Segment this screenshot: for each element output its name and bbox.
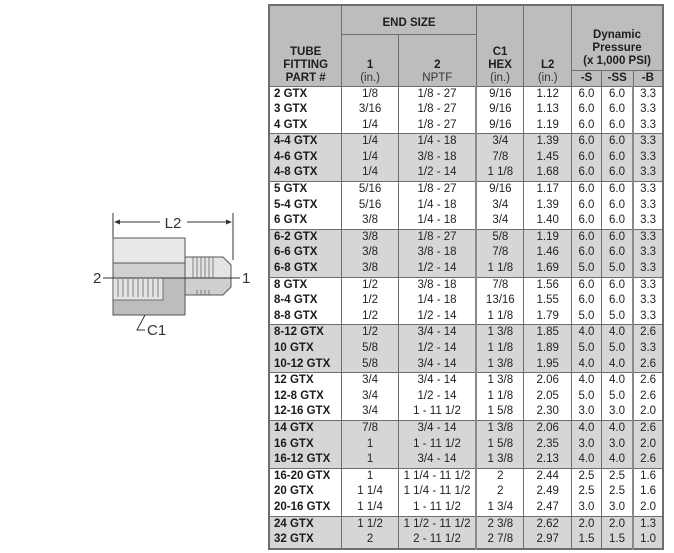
cell-c1: 1 3/8 bbox=[476, 357, 524, 373]
table-row bbox=[269, 420, 663, 436]
cell-c1: 2 bbox=[476, 484, 524, 500]
cell-s: 6.0 bbox=[572, 102, 602, 118]
cell-end2: 1/8 - 27 bbox=[398, 86, 476, 102]
cell-s: 3.0 bbox=[572, 437, 602, 453]
cell-c1: 1 1/8 bbox=[476, 165, 524, 181]
table-row bbox=[269, 309, 663, 325]
cell-end1: 3/8 bbox=[342, 245, 399, 261]
cell-l2: 2.35 bbox=[524, 437, 572, 453]
cell-part: 16 GTX bbox=[269, 437, 342, 453]
cell-part: 6-6 GTX bbox=[269, 245, 342, 261]
cell-b: 2.0 bbox=[633, 437, 663, 453]
cell-part: 12 GTX bbox=[269, 373, 342, 389]
cell-part: 5 GTX bbox=[269, 182, 342, 198]
cell-end2: 1/2 - 14 bbox=[398, 165, 476, 181]
cell-b: 3.3 bbox=[633, 341, 663, 357]
cell-c1: 9/16 bbox=[476, 86, 524, 102]
cell-ss: 6.0 bbox=[601, 293, 633, 309]
cell-part: 20-16 GTX bbox=[269, 500, 342, 516]
cell-c1: 1 5/8 bbox=[476, 437, 524, 453]
cell-c1: 5/8 bbox=[476, 229, 524, 245]
table-row bbox=[269, 532, 663, 549]
cell-l2: 1.55 bbox=[524, 293, 572, 309]
cell-b: 1.6 bbox=[633, 468, 663, 484]
header-c1-hex bbox=[476, 5, 524, 86]
cell-end1: 3/4 bbox=[342, 373, 399, 389]
table-row bbox=[269, 341, 663, 357]
cell-l2: 1.56 bbox=[524, 277, 572, 293]
table-row bbox=[269, 277, 663, 293]
cell-part: 6-8 GTX bbox=[269, 261, 342, 277]
cell-end2: 3/8 - 18 bbox=[398, 277, 476, 293]
cell-ss: 4.0 bbox=[601, 452, 633, 468]
cell-end2: 1/4 - 18 bbox=[398, 134, 476, 150]
table-row bbox=[269, 452, 663, 468]
header-b: -B bbox=[633, 70, 663, 86]
cell-l2: 2.47 bbox=[524, 500, 572, 516]
cell-end1: 3/16 bbox=[342, 102, 399, 118]
cell-c1: 9/16 bbox=[476, 182, 524, 198]
cell-part: 12-16 GTX bbox=[269, 404, 342, 420]
cell-part: 4-6 GTX bbox=[269, 150, 342, 166]
cell-l2: 1.39 bbox=[524, 198, 572, 214]
cell-s: 6.0 bbox=[572, 213, 602, 229]
header-part-line1: TUBE bbox=[290, 45, 322, 58]
cell-s: 6.0 bbox=[572, 229, 602, 245]
cell-end1: 5/16 bbox=[342, 198, 399, 214]
cell-c1: 3/4 bbox=[476, 213, 524, 229]
cell-s: 2.5 bbox=[572, 468, 602, 484]
cell-ss: 4.0 bbox=[601, 373, 633, 389]
cell-end2: 3/4 - 14 bbox=[398, 325, 476, 341]
cell-s: 6.0 bbox=[572, 182, 602, 198]
cell-s: 5.0 bbox=[572, 309, 602, 325]
table-row bbox=[269, 245, 663, 261]
cell-l2: 2.06 bbox=[524, 373, 572, 389]
cell-s: 6.0 bbox=[572, 165, 602, 181]
cell-ss: 4.0 bbox=[601, 357, 633, 373]
cell-l2: 1.39 bbox=[524, 134, 572, 150]
cell-l2: 1.89 bbox=[524, 341, 572, 357]
header-l2 bbox=[524, 5, 572, 86]
cell-part: 20 GTX bbox=[269, 484, 342, 500]
header-end1-label: 1 bbox=[366, 58, 374, 71]
table-row bbox=[269, 357, 663, 373]
cell-c1: 1 5/8 bbox=[476, 404, 524, 420]
cell-ss: 2.5 bbox=[601, 468, 633, 484]
cell-l2: 1.46 bbox=[524, 245, 572, 261]
cell-s: 5.0 bbox=[572, 389, 602, 405]
cell-l2: 1.69 bbox=[524, 261, 572, 277]
header-ss: -SS bbox=[601, 70, 633, 86]
cell-b: 3.3 bbox=[633, 134, 663, 150]
header-part-line3: PART # bbox=[285, 71, 326, 84]
header-end-1 bbox=[342, 34, 399, 86]
cell-b: 3.3 bbox=[633, 165, 663, 181]
table-row bbox=[269, 182, 663, 198]
header-l2-label: L2 bbox=[541, 58, 555, 71]
header-pressure-line1: Dynamic bbox=[593, 28, 641, 41]
cell-l2: 1.68 bbox=[524, 165, 572, 181]
cell-c1: 2 7/8 bbox=[476, 532, 524, 549]
cell-part: 16-12 GTX bbox=[269, 452, 342, 468]
cell-s: 6.0 bbox=[572, 86, 602, 102]
cell-end2: 1/2 - 14 bbox=[398, 341, 476, 357]
cell-c1: 2 3/8 bbox=[476, 516, 524, 532]
table-row bbox=[269, 437, 663, 453]
table-row bbox=[269, 165, 663, 181]
cell-l2: 1.13 bbox=[524, 102, 572, 118]
cell-s: 3.0 bbox=[572, 404, 602, 420]
cell-b: 1.0 bbox=[633, 532, 663, 549]
table-row bbox=[269, 325, 663, 341]
cell-b: 2.0 bbox=[633, 404, 663, 420]
cell-part: 32 GTX bbox=[269, 532, 342, 549]
cell-end2: 1 1/4 - 11 1/2 bbox=[398, 484, 476, 500]
cell-b: 2.0 bbox=[633, 500, 663, 516]
cell-end1: 1/2 bbox=[342, 325, 399, 341]
cell-b: 2.6 bbox=[633, 325, 663, 341]
cell-b: 2.6 bbox=[633, 373, 663, 389]
cell-c1: 7/8 bbox=[476, 277, 524, 293]
cell-l2: 1.19 bbox=[524, 118, 572, 134]
cell-part: 24 GTX bbox=[269, 516, 342, 532]
cell-c1: 1 1/8 bbox=[476, 309, 524, 325]
port-1-label: 1 bbox=[242, 270, 251, 287]
cell-b: 2.6 bbox=[633, 357, 663, 373]
cell-s: 4.0 bbox=[572, 357, 602, 373]
table-row bbox=[269, 389, 663, 405]
cell-end2: 1/8 - 27 bbox=[398, 229, 476, 245]
cell-part: 4-4 GTX bbox=[269, 134, 342, 150]
cell-ss: 6.0 bbox=[601, 229, 633, 245]
cell-ss: 6.0 bbox=[601, 198, 633, 214]
cell-end1: 1 1/2 bbox=[342, 516, 399, 532]
cell-ss: 6.0 bbox=[601, 86, 633, 102]
header-c1-unit: (in.) bbox=[490, 71, 510, 84]
cell-end2: 1 - 11 1/2 bbox=[398, 437, 476, 453]
cell-end1: 1/4 bbox=[342, 165, 399, 181]
table-row bbox=[269, 404, 663, 420]
cell-ss: 4.0 bbox=[601, 420, 633, 436]
cell-end1: 3/4 bbox=[342, 404, 399, 420]
cell-end1: 1/8 bbox=[342, 86, 399, 102]
cell-s: 4.0 bbox=[572, 452, 602, 468]
cell-ss: 6.0 bbox=[601, 118, 633, 134]
cell-end1: 3/8 bbox=[342, 229, 399, 245]
cell-end1: 1/4 bbox=[342, 118, 399, 134]
cell-part: 8 GTX bbox=[269, 277, 342, 293]
cell-b: 3.3 bbox=[633, 309, 663, 325]
cell-s: 4.0 bbox=[572, 420, 602, 436]
header-end2-label: 2 bbox=[434, 58, 441, 71]
cell-l2: 2.44 bbox=[524, 468, 572, 484]
cell-ss: 6.0 bbox=[601, 182, 633, 198]
cell-end1: 5/8 bbox=[342, 357, 399, 373]
header-dynamic-pressure bbox=[572, 5, 663, 70]
cell-b: 3.3 bbox=[633, 182, 663, 198]
cell-c1: 3/4 bbox=[476, 134, 524, 150]
cell-s: 2.5 bbox=[572, 484, 602, 500]
cell-ss: 6.0 bbox=[601, 245, 633, 261]
table-row bbox=[269, 468, 663, 484]
table-row bbox=[269, 102, 663, 118]
table-row bbox=[269, 134, 663, 150]
cell-b: 1.6 bbox=[633, 484, 663, 500]
cell-part: 3 GTX bbox=[269, 102, 342, 118]
cell-s: 4.0 bbox=[572, 373, 602, 389]
header-l2-unit: (in.) bbox=[537, 71, 558, 84]
cell-l2: 1.19 bbox=[524, 229, 572, 245]
cell-end2: 1/4 - 18 bbox=[398, 293, 476, 309]
cell-ss: 4.0 bbox=[601, 325, 633, 341]
cell-ss: 1.5 bbox=[601, 532, 633, 549]
table-row bbox=[269, 500, 663, 516]
cell-b: 3.3 bbox=[633, 86, 663, 102]
header-end1-unit: (in.) bbox=[360, 71, 380, 84]
cell-c1: 2 bbox=[476, 468, 524, 484]
cell-s: 6.0 bbox=[572, 245, 602, 261]
cell-c1: 1 3/4 bbox=[476, 500, 524, 516]
cell-part: 10-12 GTX bbox=[269, 357, 342, 373]
cell-end2: 3/4 - 14 bbox=[398, 452, 476, 468]
cell-b: 2.6 bbox=[633, 389, 663, 405]
header-s: -S bbox=[572, 70, 602, 86]
cell-end1: 1/2 bbox=[342, 277, 399, 293]
cell-l2: 1.45 bbox=[524, 150, 572, 166]
cell-l2: 1.12 bbox=[524, 86, 572, 102]
cell-c1: 1 1/8 bbox=[476, 341, 524, 357]
cell-s: 1.5 bbox=[572, 532, 602, 549]
cell-end1: 1/2 bbox=[342, 293, 399, 309]
cell-ss: 5.0 bbox=[601, 261, 633, 277]
fitting-spec-table bbox=[268, 4, 664, 550]
cell-s: 3.0 bbox=[572, 500, 602, 516]
cell-end1: 1 bbox=[342, 437, 399, 453]
cell-end2: 2 - 11 1/2 bbox=[398, 532, 476, 549]
cell-ss: 5.0 bbox=[601, 309, 633, 325]
cell-c1: 1 3/8 bbox=[476, 325, 524, 341]
cell-s: 6.0 bbox=[572, 118, 602, 134]
cell-s: 6.0 bbox=[572, 150, 602, 166]
cell-s: 6.0 bbox=[572, 293, 602, 309]
cell-part: 6 GTX bbox=[269, 213, 342, 229]
cell-b: 3.3 bbox=[633, 150, 663, 166]
header-end-size: END SIZE bbox=[342, 5, 476, 34]
cell-ss: 3.0 bbox=[601, 500, 633, 516]
cell-end1: 3/8 bbox=[342, 261, 399, 277]
cell-end2: 1 - 11 1/2 bbox=[398, 500, 476, 516]
cell-end1: 1 bbox=[342, 452, 399, 468]
cell-end2: 1/8 - 27 bbox=[398, 102, 476, 118]
cell-end2: 3/4 - 14 bbox=[398, 420, 476, 436]
cell-end2: 1/8 - 27 bbox=[398, 182, 476, 198]
cell-end1: 1 1/4 bbox=[342, 500, 399, 516]
header-part-number bbox=[269, 5, 342, 86]
cell-l2: 1.17 bbox=[524, 182, 572, 198]
cell-c1: 3/4 bbox=[476, 198, 524, 214]
cell-c1: 1 1/8 bbox=[476, 261, 524, 277]
cell-end2: 1 - 11 1/2 bbox=[398, 404, 476, 420]
cell-b: 3.3 bbox=[633, 261, 663, 277]
cell-end1: 1/2 bbox=[342, 309, 399, 325]
cell-l2: 2.06 bbox=[524, 420, 572, 436]
cell-end1: 1/4 bbox=[342, 150, 399, 166]
table-row bbox=[269, 150, 663, 166]
table-row bbox=[269, 373, 663, 389]
cell-part: 14 GTX bbox=[269, 420, 342, 436]
table-row bbox=[269, 86, 663, 102]
cell-b: 3.3 bbox=[633, 102, 663, 118]
header-c1-line1: C1 bbox=[492, 45, 508, 58]
cell-ss: 2.5 bbox=[601, 484, 633, 500]
cell-l2: 2.97 bbox=[524, 532, 572, 549]
cell-l2: 2.49 bbox=[524, 484, 572, 500]
cell-end1: 5/8 bbox=[342, 341, 399, 357]
cell-c1: 1 3/8 bbox=[476, 452, 524, 468]
cell-b: 3.3 bbox=[633, 213, 663, 229]
cell-c1: 1 1/8 bbox=[476, 389, 524, 405]
cell-ss: 6.0 bbox=[601, 102, 633, 118]
cell-ss: 3.0 bbox=[601, 437, 633, 453]
cell-end2: 3/8 - 18 bbox=[398, 245, 476, 261]
table-row bbox=[269, 293, 663, 309]
c1-hex-label: C1 bbox=[147, 322, 167, 339]
l2-dimension-label: L2 bbox=[164, 215, 182, 232]
cell-s: 6.0 bbox=[572, 277, 602, 293]
cell-end1: 1/4 bbox=[342, 134, 399, 150]
cell-l2: 2.13 bbox=[524, 452, 572, 468]
fitting-diagram bbox=[85, 205, 260, 345]
cell-end1: 3/4 bbox=[342, 389, 399, 405]
cell-ss: 5.0 bbox=[601, 341, 633, 357]
cell-b: 3.3 bbox=[633, 118, 663, 134]
cell-part: 10 GTX bbox=[269, 341, 342, 357]
cell-s: 6.0 bbox=[572, 134, 602, 150]
cell-l2: 2.62 bbox=[524, 516, 572, 532]
cell-s: 4.0 bbox=[572, 325, 602, 341]
port-2-label: 2 bbox=[93, 270, 102, 287]
cell-end2: 1/4 - 18 bbox=[398, 198, 476, 214]
cell-l2: 1.95 bbox=[524, 357, 572, 373]
cell-end2: 1/4 - 18 bbox=[398, 213, 476, 229]
cell-end2: 3/4 - 14 bbox=[398, 373, 476, 389]
cell-c1: 7/8 bbox=[476, 150, 524, 166]
cell-end2: 1/8 - 27 bbox=[398, 118, 476, 134]
cell-part: 4-8 GTX bbox=[269, 165, 342, 181]
table-row bbox=[269, 229, 663, 245]
header-end-2 bbox=[398, 34, 476, 86]
cell-ss: 3.0 bbox=[601, 404, 633, 420]
cell-part: 12-8 GTX bbox=[269, 389, 342, 405]
cell-end2: 1 1/4 - 11 1/2 bbox=[398, 468, 476, 484]
cell-c1: 9/16 bbox=[476, 118, 524, 134]
header-pressure-line3: (x 1,000 PSI) bbox=[583, 54, 651, 67]
cell-ss: 6.0 bbox=[601, 165, 633, 181]
cell-end2: 1 1/2 - 11 1/2 bbox=[398, 516, 476, 532]
cell-c1: 1 3/8 bbox=[476, 420, 524, 436]
cell-end1: 5/16 bbox=[342, 182, 399, 198]
header-pressure-line2: Pressure bbox=[592, 41, 642, 54]
cell-l2: 2.30 bbox=[524, 404, 572, 420]
table-row bbox=[269, 198, 663, 214]
cell-end2: 1/2 - 14 bbox=[398, 309, 476, 325]
cell-part: 16-20 GTX bbox=[269, 468, 342, 484]
cell-part: 5-4 GTX bbox=[269, 198, 342, 214]
header-c1-line2: HEX bbox=[488, 58, 512, 71]
cell-ss: 6.0 bbox=[601, 277, 633, 293]
cell-end1: 2 bbox=[342, 532, 399, 549]
cell-end1: 7/8 bbox=[342, 420, 399, 436]
cell-end2: 1/2 - 14 bbox=[398, 389, 476, 405]
cell-part: 8-12 GTX bbox=[269, 325, 342, 341]
cell-ss: 6.0 bbox=[601, 150, 633, 166]
cell-ss: 6.0 bbox=[601, 213, 633, 229]
cell-part: 6-2 GTX bbox=[269, 229, 342, 245]
cell-s: 6.0 bbox=[572, 198, 602, 214]
table-row bbox=[269, 261, 663, 277]
table-row bbox=[269, 213, 663, 229]
cell-l2: 2.05 bbox=[524, 389, 572, 405]
cell-end2: 1/2 - 14 bbox=[398, 261, 476, 277]
cell-l2: 1.85 bbox=[524, 325, 572, 341]
table-row bbox=[269, 516, 663, 532]
cell-b: 3.3 bbox=[633, 229, 663, 245]
cell-b: 2.6 bbox=[633, 420, 663, 436]
cell-b: 3.3 bbox=[633, 198, 663, 214]
cell-part: 8-8 GTX bbox=[269, 309, 342, 325]
cell-b: 2.6 bbox=[633, 452, 663, 468]
cell-b: 1.3 bbox=[633, 516, 663, 532]
cell-l2: 1.79 bbox=[524, 309, 572, 325]
cell-c1: 7/8 bbox=[476, 245, 524, 261]
header-end2-unit: NPTF bbox=[422, 71, 453, 84]
cell-part: 2 GTX bbox=[269, 86, 342, 102]
cell-part: 8-4 GTX bbox=[269, 293, 342, 309]
cell-end1: 1 1/4 bbox=[342, 484, 399, 500]
cell-s: 5.0 bbox=[572, 341, 602, 357]
cell-s: 5.0 bbox=[572, 261, 602, 277]
cell-c1: 13/16 bbox=[476, 293, 524, 309]
cell-c1: 1 3/8 bbox=[476, 373, 524, 389]
cell-ss: 5.0 bbox=[601, 389, 633, 405]
table-row bbox=[269, 118, 663, 134]
cell-ss: 6.0 bbox=[601, 134, 633, 150]
cell-end1: 1 bbox=[342, 468, 399, 484]
cell-end2: 3/8 - 18 bbox=[398, 150, 476, 166]
cell-l2: 1.40 bbox=[524, 213, 572, 229]
table-row bbox=[269, 484, 663, 500]
cell-end1: 3/8 bbox=[342, 213, 399, 229]
cell-ss: 2.0 bbox=[601, 516, 633, 532]
cell-b: 3.3 bbox=[633, 245, 663, 261]
header-part-line2: FITTING bbox=[283, 58, 329, 71]
cell-s: 2.0 bbox=[572, 516, 602, 532]
cell-part: 4 GTX bbox=[269, 118, 342, 134]
table-body bbox=[269, 86, 663, 549]
cell-b: 3.3 bbox=[633, 293, 663, 309]
cell-end2: 3/4 - 14 bbox=[398, 357, 476, 373]
cell-b: 3.3 bbox=[633, 277, 663, 293]
cell-c1: 9/16 bbox=[476, 102, 524, 118]
